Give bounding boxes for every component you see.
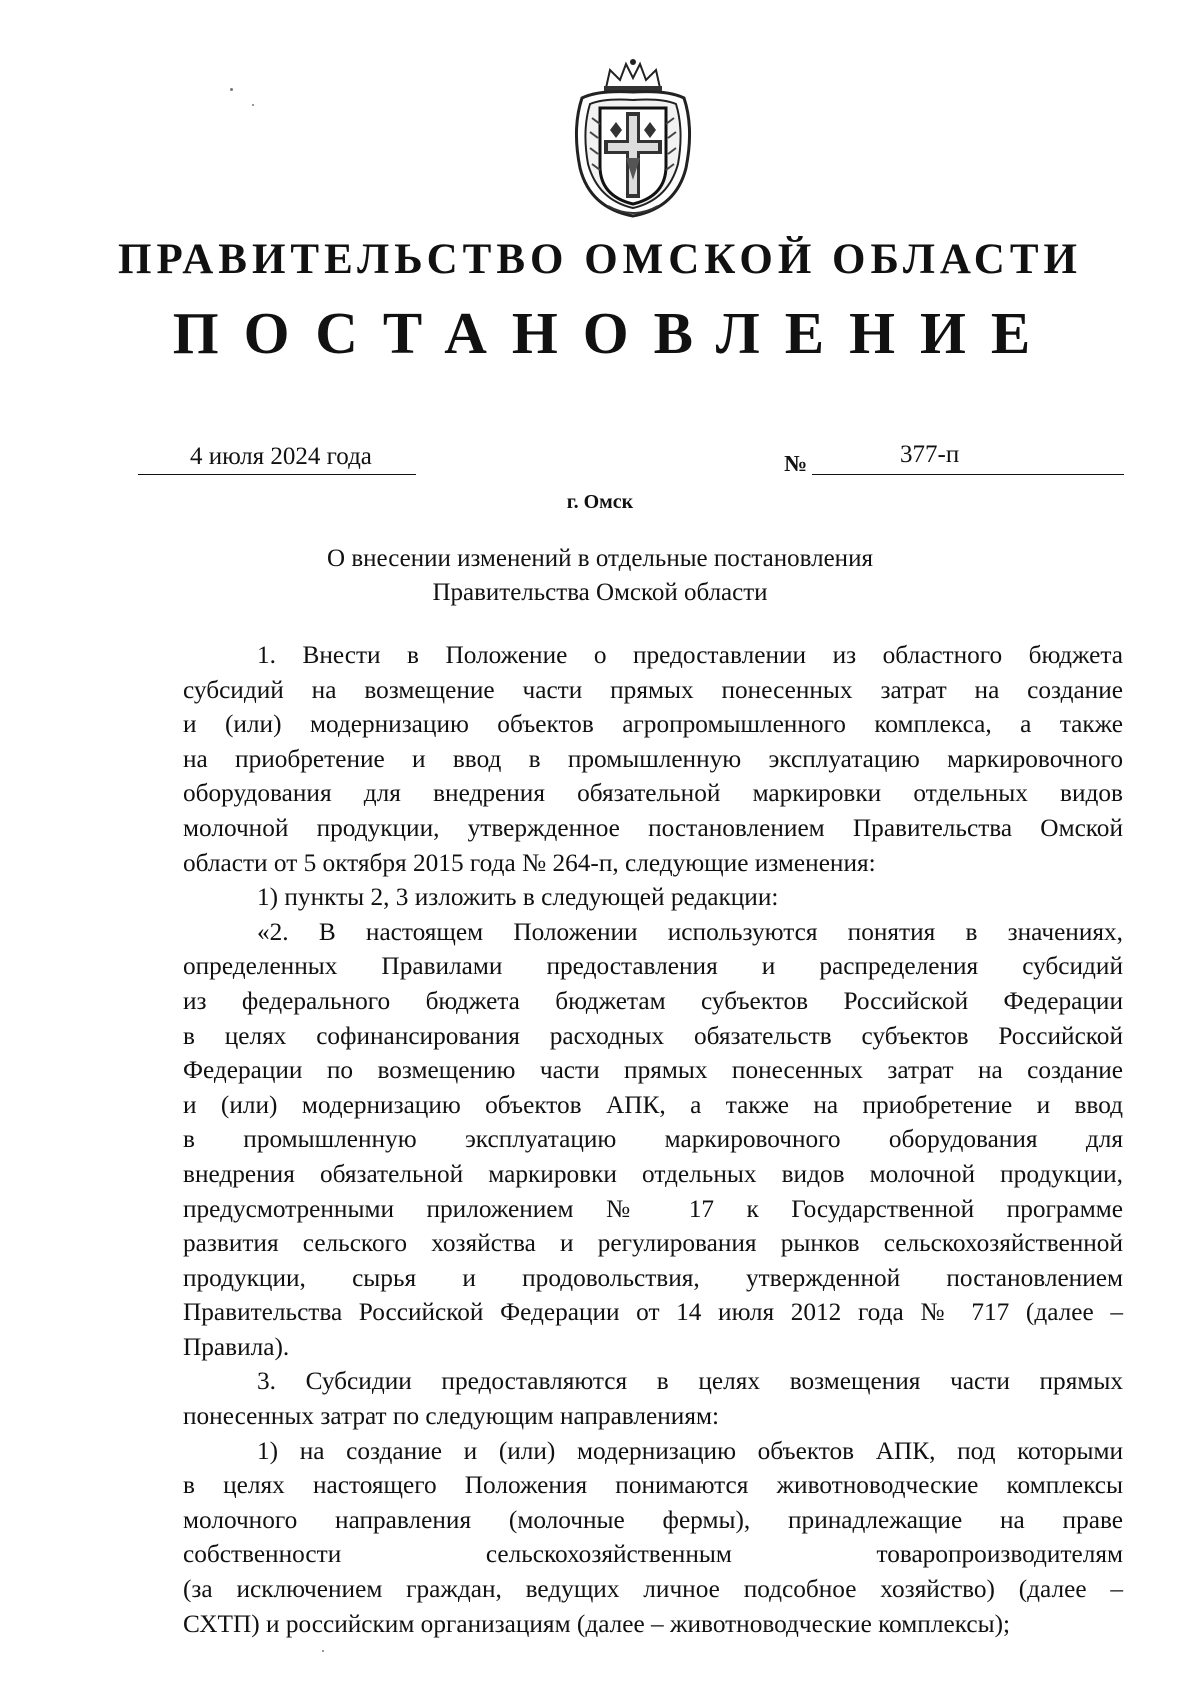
- body-line: в промышленную эксплуатацию маркировочного оборудования для: [183, 1125, 1123, 1154]
- body-line: Федерации по возмещению части прямых понесенных затрат на создание: [183, 1056, 1123, 1085]
- coat-of-arms-emblem: [568, 58, 698, 220]
- title-line: О внесении изменений в отдельные постановления: [327, 545, 873, 572]
- number-field: [812, 438, 1124, 475]
- body-line: 3. Субсидии предоставляются в целях возмещения части прямых: [257, 1367, 1123, 1396]
- document-number: 377-п: [900, 441, 960, 468]
- body-line: на приобретение и ввод в промышленную эксплуатацию маркировочного: [183, 744, 1123, 773]
- body-line: Правительства Российской Федерации от 14 июля 2012 года № 717 (далее –: [183, 1298, 1123, 1327]
- document-date: 4 июля 2024 года: [190, 443, 372, 470]
- body-line: 1) пункты 2, 3 изложить в следующей редакции:: [257, 883, 779, 912]
- body-line: «2. В настоящем Положении используются понятия в значениях,: [257, 917, 1123, 946]
- title-line: Правительства Омской области: [432, 579, 768, 606]
- body-line: области от 5 октября 2015 года № 264-п, следующие изменения:: [183, 848, 876, 877]
- body-line: оборудования для внедрения обязательной маркировки отдельных видов: [183, 779, 1123, 808]
- body-line: СХТП) и российским организациям (далее – животноводческие комплексы);: [183, 1609, 1011, 1638]
- body-line: понесенных затрат по следующим направлениям:: [183, 1402, 720, 1431]
- document-body: [183, 638, 1123, 1641]
- document-title: [0, 542, 1200, 610]
- body-line: и (или) модернизацию объектов агропромышленного комплекса, а также: [183, 710, 1123, 739]
- city-name: г. Омск: [566, 491, 634, 513]
- body-line: 1. Внести в Положение о предоставлении из областного бюджета: [257, 641, 1123, 669]
- body-line: молочной продукции, утвержденное постановлением Правительства Омской: [183, 813, 1123, 842]
- body-line: Правила).: [183, 1332, 290, 1361]
- scan-speck: [322, 1650, 324, 1652]
- body-line: из федерального бюджета бюджетам субъектов Российской Федерации: [183, 986, 1123, 1015]
- document-type: ПОСТАНОВЛЕНИЕ: [172, 300, 1056, 366]
- body-line: развития сельского хозяйства и регулирования рынков сельскохозяйственной: [183, 1229, 1123, 1258]
- date-field: [138, 440, 416, 475]
- body-line: предусмотренными приложением № 17 к Государственной программе: [183, 1194, 1123, 1223]
- body-line: (за исключением граждан, ведущих личное подсобное хозяйство) (далее –: [183, 1575, 1123, 1604]
- body-line: молочного направления (молочные фермы), принадлежащие на праве: [183, 1505, 1123, 1534]
- body-line: продукции, сырья и продовольствия, утвержденной постановлением: [183, 1263, 1123, 1292]
- body-line: 1) на создание и (или) модернизацию объектов АПК, под которыми: [257, 1436, 1123, 1465]
- body-line: определенных Правилами предоставления и распределения субсидий: [183, 952, 1123, 981]
- body-line: собственности сельскохозяйственным товаропроизводителям: [183, 1540, 1123, 1569]
- body-line: и (или) модернизацию объектов АПК, а также на приобретение и ввод: [183, 1090, 1123, 1119]
- body-line: внедрения обязательной маркировки отдельных видов молочной продукции,: [183, 1159, 1123, 1188]
- organization-name: ПРАВИТЕЛЬСТВО ОМСКОЙ ОБЛАСТИ: [118, 236, 1082, 283]
- body-line: субсидий на возмещение части прямых понесенных затрат на создание: [183, 675, 1123, 704]
- body-line: в целях настоящего Положения понимаются животноводческие комплексы: [183, 1471, 1123, 1500]
- body-line: в целях софинансирования расходных обязательств субъектов Российской: [183, 1021, 1123, 1050]
- scan-speck: [252, 104, 254, 106]
- number-sign: №: [784, 451, 808, 476]
- scan-speck: [230, 88, 233, 91]
